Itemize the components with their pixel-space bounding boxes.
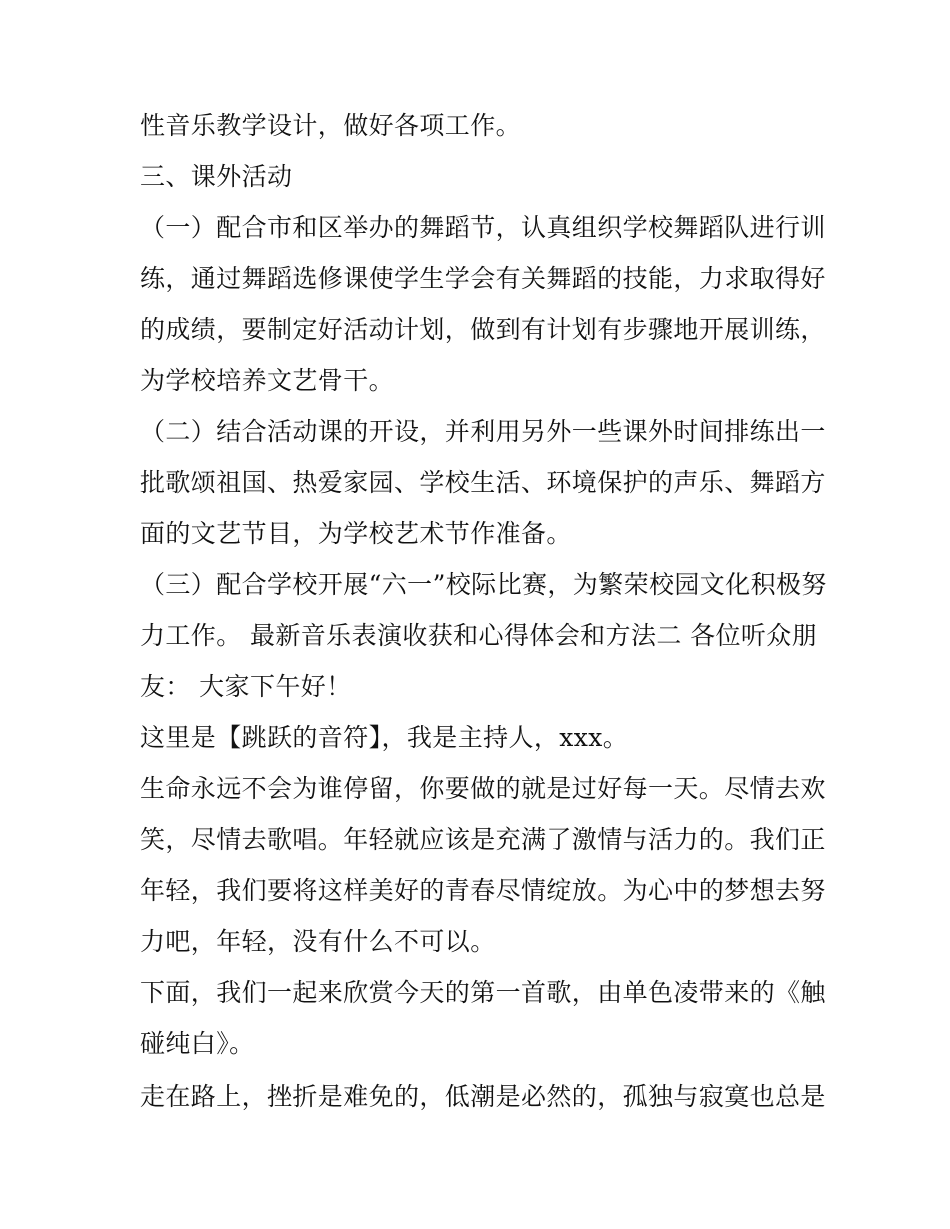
text-line: 性音乐教学设计，做好各项工作。 [140,111,522,140]
section-heading: 三、课外活动 [140,162,293,191]
text-line: 碰纯白》。 [140,1029,255,1058]
text-line: 走在路上，挫折是难免的，低潮是必然的，孤独与寂寞也总是 [140,1082,826,1111]
text-line: （三）配合学校开展“六一”校际比赛，为繁荣校园文化积极努 [140,570,827,599]
text-line: 笑，尽情去歌唱。年轻就应该是充满了激情与活力的。我们正 [140,825,826,854]
text-line: 下面，我们一起来欣赏今天的第一首歌，由单色凌带来的《触 [140,978,826,1007]
text-line: 友： 大家下午好！ [140,672,352,701]
text-line: 面的文艺节目，为学校艺术节作准备。 [140,519,572,548]
text-line: （二）结合活动课的开设，并利用另外一些课外时间排练出一 [140,417,826,446]
text-line: 批歌颂祖国、热爱家园、学校生活、环境保护的声乐、舞蹈方 [140,468,826,497]
text-line: 生命永远不会为谁停留，你要做的就是过好每一天。尽情去欢 [140,774,826,803]
text-line: 年轻，我们要将这样美好的青春尽情绽放。为心中的梦想去努 [140,876,826,905]
text-line: 这里是【跳跃的音符】，我是主持人，xxx。 [140,723,629,752]
text-line: 练，通过舞蹈选修课使学生学会有关舞蹈的技能，力求取得好 [140,264,826,293]
text-line: 的成绩，要制定好活动计划，做到有计划有步骤地开展训练， [140,315,826,344]
document-body [140,100,827,1122]
text-line: 力工作。 最新音乐表演收获和心得体会和方法二 各位听众朋 [140,621,818,650]
text-line: 力吧，年轻，没有什么不可以。 [140,927,496,956]
text-line: 为学校培养文艺骨干。 [140,366,395,395]
text-line: （一）配合市和区举办的舞蹈节，认真组织学校舞蹈队进行训 [140,213,826,242]
